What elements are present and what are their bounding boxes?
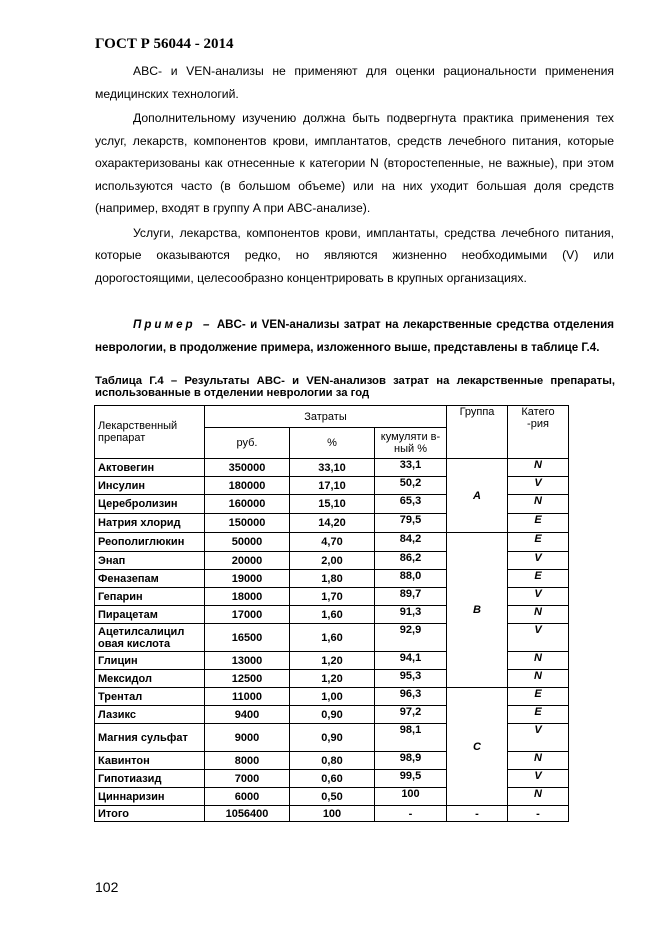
category-cell: V [508,624,569,652]
cumulative-pct: 96,3 [375,688,447,706]
drug-name: Лазикс [95,706,205,724]
table-row [95,688,569,706]
category-cell: E [508,688,569,706]
document-header: ГОСТ Р 56044 - 2014 [95,36,234,52]
total-label: Итого [95,806,205,822]
cost-pct: 0,50 [290,788,375,806]
cost-pct: 14,20 [290,514,375,533]
total-pct: 100 [290,806,375,822]
cost-rub: 11000 [205,688,290,706]
cumulative-pct: 95,3 [375,670,447,688]
cost-pct: 15,10 [290,495,375,514]
cost-rub: 17000 [205,606,290,624]
category-cell: E [508,570,569,588]
table-caption: Таблица Г.4 – Результаты ABC- и VEN-анализов затрат на лекарственные препараты, использованные в отделении неврологии за год [95,375,615,399]
total-rub: 1056400 [205,806,290,822]
paragraph-2: Дополнительному изучению должна быть подвергнута практика применения тех услуг, лекарств, компонентов крови, имплантатов, средств лечебного питания, которые охарактеризованы как отнесенные к категории N (второстепенные, не важные), при этом используются часто (в большом объеме) или на них уходит большая доля средств (например, входят в группу A при ABC-анализе). [95,111,614,215]
drug-name: Феназепам [95,570,205,588]
category-cell: V [508,770,569,788]
example-label: Пример – [133,318,213,331]
cumulative-pct: 88,0 [375,570,447,588]
cost-rub: 13000 [205,652,290,670]
table-body [95,459,569,822]
cost-pct: 1,70 [290,588,375,606]
example-text: ABC- и VEN-анализы затрат на лекарственные средства отделения неврологии, в продолжение примера, изложенного выше, представлены в таблице Г.4. [95,318,614,354]
cumulative-pct: 92,9 [375,624,447,652]
cumulative-pct: 89,7 [375,588,447,606]
example-paragraph [95,314,614,359]
drug-name: Актовегин [95,459,205,477]
body-text [95,60,614,289]
drug-name: Циннаризин [95,788,205,806]
cumulative-pct: 99,5 [375,770,447,788]
drug-name: Мексидол [95,670,205,688]
group-cell: B [447,533,508,688]
cost-pct: 1,60 [290,606,375,624]
total-row [95,806,569,822]
total-group: - [447,806,508,822]
page-number: 102 [95,879,119,895]
cost-pct: 17,10 [290,477,375,495]
paragraph-1: ABC- и VEN-анализы не применяют для оценки рациональности применения медицинских технологий. [95,64,614,101]
category-cell: N [508,752,569,770]
drug-name: Церебролизин [95,495,205,514]
cost-rub: 20000 [205,552,290,570]
category-cell: N [508,788,569,806]
category-cell: V [508,552,569,570]
category-cell: N [508,495,569,514]
cumulative-pct: 91,3 [375,606,447,624]
cost-pct: 0,60 [290,770,375,788]
drug-name: Реополиглюкин [95,533,205,552]
cost-pct: 4,70 [290,533,375,552]
header-group: Группа [447,406,508,459]
cost-rub: 16500 [205,624,290,652]
cost-rub: 160000 [205,495,290,514]
cost-rub: 18000 [205,588,290,606]
cost-rub: 150000 [205,514,290,533]
drug-name: Гепарин [95,588,205,606]
category-cell: V [508,477,569,495]
header-costs: Затраты [205,406,447,428]
cumulative-pct: 65,3 [375,495,447,514]
cost-pct: 1,20 [290,652,375,670]
header-cum: кумуляти в-ный % [375,428,447,459]
drug-name: Кавинтон [95,752,205,770]
category-cell: N [508,652,569,670]
cost-rub: 9400 [205,706,290,724]
cost-rub: 50000 [205,533,290,552]
group-cell: A [447,459,508,533]
group-cell: C [447,688,508,806]
results-table [94,405,569,822]
drug-name: Гипотиазид [95,770,205,788]
cost-rub: 8000 [205,752,290,770]
category-cell: E [508,706,569,724]
category-cell: N [508,670,569,688]
cost-rub: 12500 [205,670,290,688]
cost-rub: 7000 [205,770,290,788]
cost-pct: 0,90 [290,724,375,752]
header-rub: руб. [205,428,290,459]
paragraph-3: Услуги, лекарства, компонентов крови, имплантаты, средства лечебного питания, которые оказываются редко, но являются жизненно необходимыми (V) или дорогостоящими, целесообразно концентрировать в крупных организациях. [95,225,614,285]
drug-name: Пирацетам [95,606,205,624]
cumulative-pct: 98,9 [375,752,447,770]
table-row [95,533,569,552]
drug-name: Инсулин [95,477,205,495]
cost-pct: 0,80 [290,752,375,770]
cumulative-pct: 33,1 [375,459,447,477]
cumulative-pct: 94,1 [375,652,447,670]
cost-rub: 180000 [205,477,290,495]
total-category: - [508,806,569,822]
cost-pct: 1,20 [290,670,375,688]
category-cell: E [508,533,569,552]
header-category: Катего -рия [508,406,569,459]
drug-name: Магния сульфат [95,724,205,752]
header-pct: % [290,428,375,459]
total-cum: - [375,806,447,822]
cost-pct: 0,90 [290,706,375,724]
category-cell: E [508,514,569,533]
category-cell: N [508,459,569,477]
cost-pct: 1,60 [290,624,375,652]
header-drug: Лекарственный препарат [95,406,205,459]
category-cell: V [508,588,569,606]
cumulative-pct: 100 [375,788,447,806]
drug-name: Глицин [95,652,205,670]
cumulative-pct: 97,2 [375,706,447,724]
drug-name: Ацетилсалицил овая кислота [95,624,205,652]
cost-pct: 1,80 [290,570,375,588]
cost-rub: 19000 [205,570,290,588]
cost-rub: 350000 [205,459,290,477]
drug-name: Энап [95,552,205,570]
cumulative-pct: 98,1 [375,724,447,752]
cumulative-pct: 50,2 [375,477,447,495]
cost-pct: 1,00 [290,688,375,706]
category-cell: N [508,606,569,624]
cumulative-pct: 79,5 [375,514,447,533]
drug-name: Натрия хлорид [95,514,205,533]
cost-pct: 2,00 [290,552,375,570]
cost-rub: 9000 [205,724,290,752]
table-row [95,459,569,477]
cost-rub: 6000 [205,788,290,806]
cost-pct: 33,10 [290,459,375,477]
category-cell: V [508,724,569,752]
cumulative-pct: 84,2 [375,533,447,552]
cumulative-pct: 86,2 [375,552,447,570]
drug-name: Трентал [95,688,205,706]
